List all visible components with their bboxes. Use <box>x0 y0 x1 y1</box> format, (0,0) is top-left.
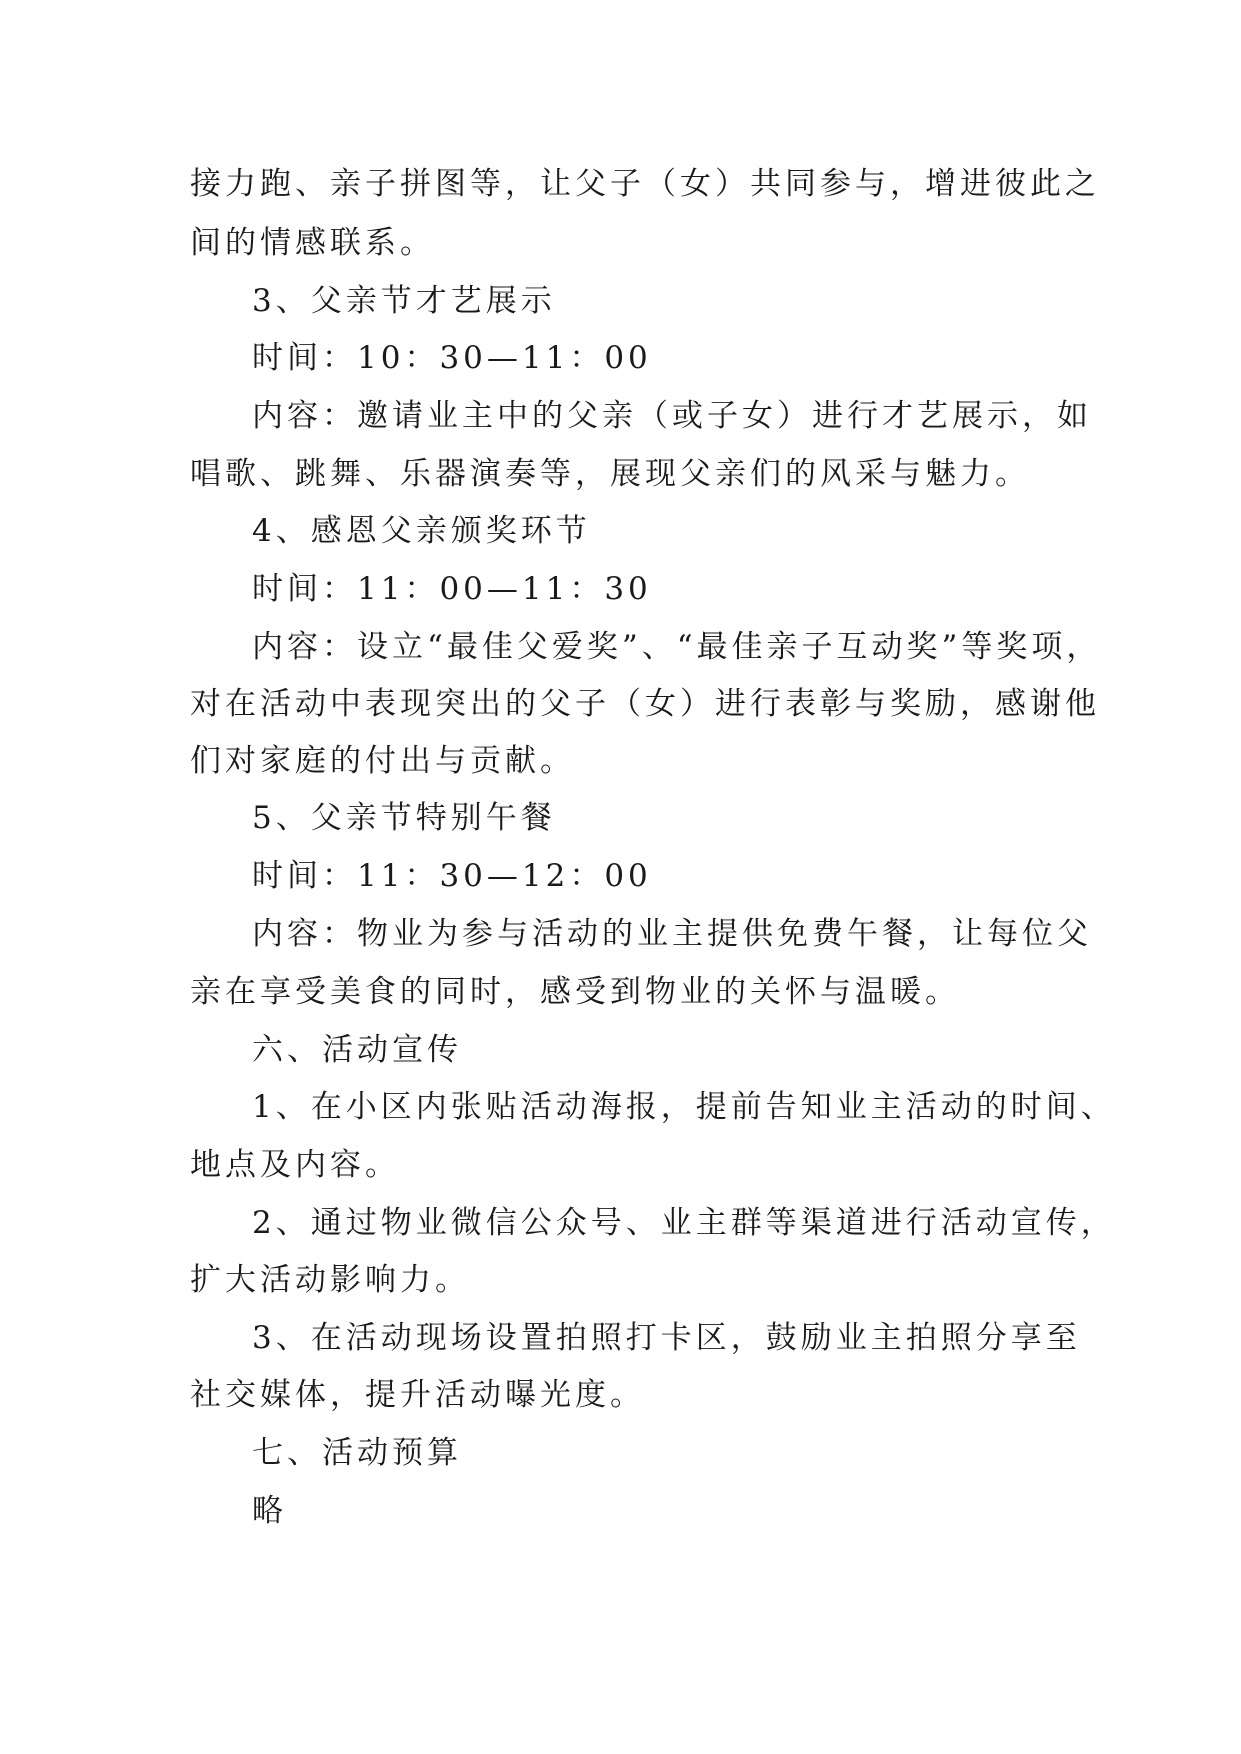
content-line: 内容：设立“最佳父爱奖”、“最佳亲子互动奖”等奖项， <box>252 629 1102 665</box>
list-item: 2、通过物业微信公众号、业主群等渠道进行活动宣传， <box>252 1205 1116 1241</box>
list-item: 1、在小区内张贴活动海报，提前告知业主活动的时间、 <box>252 1089 1116 1125</box>
body-text-line: 对在活动中表现突出的父子（女）进行表彰与奖励，感谢他 <box>190 686 1100 722</box>
body-text-line: 间的情感联系。 <box>190 225 435 261</box>
section-heading: 4、感恩父亲颁奖环节 <box>252 513 591 549</box>
section-heading: 5、父亲节特别午餐 <box>252 800 556 836</box>
content-line: 内容：物业为参与活动的业主提供免费午餐，让每位父 <box>252 916 1092 952</box>
body-text-line: 略 <box>252 1493 287 1529</box>
section-heading: 六、活动宣传 <box>252 1032 462 1068</box>
content-line: 内容：邀请业主中的父亲（或子女）进行才艺展示，如 <box>252 398 1092 434</box>
body-text-line: 社交媒体，提升活动曝光度。 <box>190 1377 645 1413</box>
body-text-line: 亲在享受美食的同时，感受到物业的关怀与温暖。 <box>190 974 960 1010</box>
body-text-line: 地点及内容。 <box>190 1147 400 1183</box>
time-line: 时间：11：00—11：30 <box>252 571 652 607</box>
body-text-line: 们对家庭的付出与贡献。 <box>190 743 575 779</box>
body-text-line: 唱歌、跳舞、乐器演奏等，展现父亲们的风采与魅力。 <box>190 456 1030 492</box>
body-text-line: 扩大活动影响力。 <box>190 1262 470 1298</box>
body-text-line: 接力跑、亲子拼图等，让父子（女）共同参与，增进彼此之 <box>190 166 1100 202</box>
section-heading: 3、父亲节才艺展示 <box>252 283 556 319</box>
section-heading: 七、活动预算 <box>252 1435 462 1471</box>
time-line: 时间：11：30—12：00 <box>252 858 652 894</box>
time-line: 时间：10：30—11：00 <box>252 340 652 376</box>
list-item: 3、在活动现场设置拍照打卡区，鼓励业主拍照分享至 <box>252 1320 1081 1356</box>
